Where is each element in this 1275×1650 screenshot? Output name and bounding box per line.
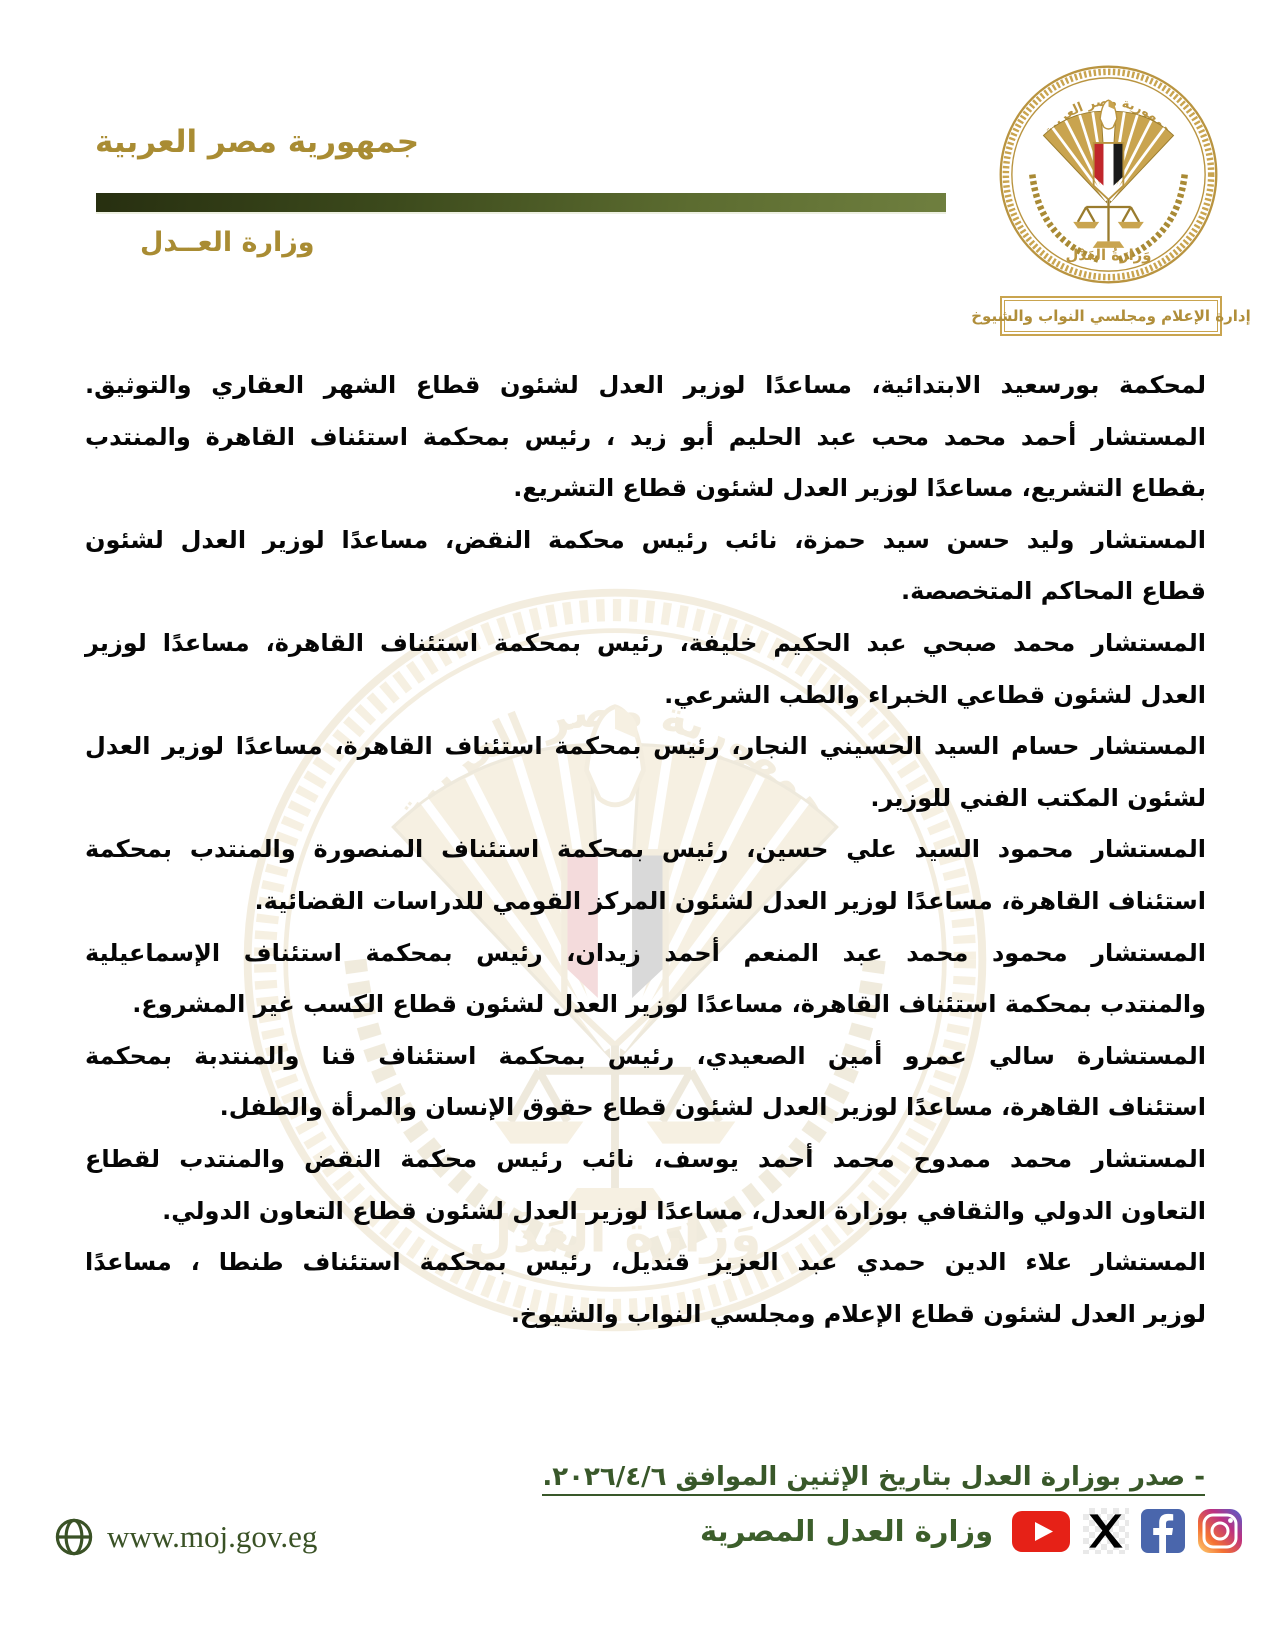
website-url[interactable]: www.moj.gov.eg: [107, 1519, 318, 1554]
instagram-icon[interactable]: [1197, 1508, 1243, 1554]
body-line: المستشار علاء الدين حمدي عبد العزيز قنديل، رئيس بمحكمة استئناف طنطا ، مساعدًا: [85, 1248, 1206, 1277]
republic-title: جمهورية مصر العربية: [95, 124, 420, 160]
body-line: المستشار محمد ممدوح محمد أحمد يوسف، نائب رئيس محكمة النقض والمنتدب لقطاع: [85, 1144, 1206, 1173]
x-icon[interactable]: [1083, 1508, 1129, 1554]
ministry-title: وزارة العــدل: [140, 227, 315, 258]
media-admin-banner: [971, 296, 1251, 336]
body-line: لوزير العدل لشئون قطاع الإعلام ومجلسي النواب والشيوخ.: [510, 1299, 1206, 1328]
ministry-emblem: [997, 63, 1220, 286]
social-bar: [700, 1508, 1243, 1554]
header-divider-bar: [96, 193, 946, 214]
body-line: التعاون الدولي والثقافي بوزارة العدل، مساعدًا لوزير العدل لشئون قطاع التعاون الدولي.: [162, 1196, 1206, 1225]
issue-date-line: - صدر بوزارة العدل بتاريخ الإثنين الموافق ٢٠٢٦/٤/٦.: [542, 1462, 1205, 1496]
body-line: قطاع المحاكم المتخصصة.: [900, 577, 1206, 606]
body-line: استئناف القاهرة، مساعدًا لوزير العدل لشئون المركز القومي للدراسات القضائية.: [254, 886, 1206, 915]
body-line: المستشار وليد حسن سيد حمزة، نائب رئيس محكمة النقض، مساعدًا لوزير العدل لشئون: [85, 525, 1206, 554]
body-line: العدل لشئون قطاعي الخبراء والطب الشرعي.: [664, 680, 1206, 709]
globe-icon: [53, 1516, 95, 1558]
social-account-label: وزارة العدل المصرية: [700, 1514, 994, 1548]
body-line: المستشار محمود محمد عبد المنعم أحمد زيدان، رئيس بمحكمة استئناف الإسماعيلية: [85, 938, 1206, 967]
body-line: والمنتدب بمحكمة استئناف القاهرة، مساعدًا لوزير العدل لشئون قطاع الكسب غير المشروع.: [132, 990, 1206, 1019]
body-line: لشئون المكتب الفني للوزير.: [870, 783, 1206, 812]
body-line: بقطاع التشريع، مساعدًا لوزير العدل لشئون قطاع التشريع.: [513, 474, 1206, 503]
appointments-text: [85, 360, 1206, 1340]
body-line: المستشار محمود السيد علي حسين، رئيس بمحكمة استئناف المنصورة والمنتدب بمحكمة: [85, 835, 1206, 864]
body-line: استئناف القاهرة، مساعدًا لوزير العدل لشئون قطاع حقوق الإنسان والمرأة والطفل.: [219, 1093, 1206, 1122]
website-link[interactable]: [53, 1516, 317, 1558]
body-line: المستشارة سالي عمرو أمين الصعيدي، رئيس بمحكمة استئناف قنا والمنتدبة بمحكمة: [85, 1041, 1206, 1070]
youtube-icon[interactable]: [1011, 1510, 1071, 1553]
body-line: المستشار حسام السيد الحسيني النجار، رئيس بمحكمة استئناف القاهرة، مساعدًا لوزير العدل: [85, 732, 1206, 761]
media-admin-banner-text: إدارة الإعلام ومجلسي النواب والشيوخ: [971, 307, 1251, 325]
body-line: لمحكمة بورسعيد الابتدائية، مساعدًا لوزير العدل لشئون قطاع الشهر العقاري والتوثيق.: [85, 371, 1206, 399]
facebook-icon[interactable]: [1141, 1509, 1185, 1553]
body-line: المستشار محمد صبحي عبد الحكيم خليفة، رئيس بمحكمة استئناف القاهرة، مساعدًا لوزير: [85, 628, 1206, 657]
body-line: المستشار أحمد محمد محب عبد الحليم أبو زيد ، رئيس بمحكمة استئناف القاهرة والمنتدب: [85, 422, 1206, 451]
